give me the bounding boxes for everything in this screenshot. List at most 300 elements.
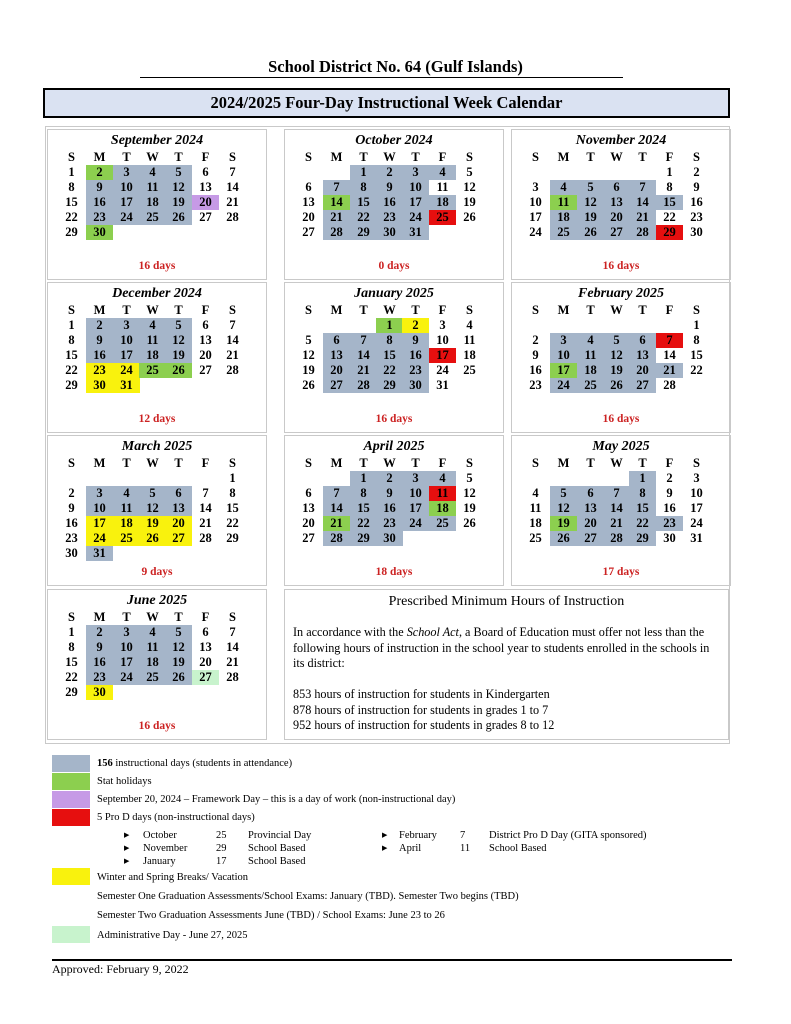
stat-holiday-day: 30 [86, 225, 113, 240]
weekday-header: F [438, 303, 447, 317]
instructional-day: 9 [86, 640, 113, 655]
info-para-suffix: , a Board of Education must offer not less than the following hours of instruction in the school year to students enrolled in the schools in its district: [293, 625, 710, 670]
instructional-day: 11 [577, 348, 604, 363]
calendar-day: 16 [690, 195, 703, 209]
weekday-header: W [146, 303, 159, 317]
calendar-day: 30 [65, 546, 78, 560]
instructional-day: 7 [603, 486, 630, 501]
instructional-day: 17 [402, 195, 429, 210]
calendar-day: 16 [663, 501, 676, 515]
instructional-day: 18 [550, 210, 577, 225]
instructional-day: 6 [629, 333, 656, 348]
instructional-day: 4 [139, 625, 166, 640]
month-calendar [511, 282, 731, 433]
instructional-day: 23 [376, 516, 403, 531]
weekday-header: S [693, 303, 700, 317]
instructional-label: instructional days (students in attendance) [112, 758, 293, 769]
instructional-day: 17 [113, 655, 140, 670]
instructional-day: 28 [603, 531, 630, 546]
weekday-header: S [532, 456, 539, 470]
instructional-day: 19 [165, 655, 192, 670]
calendar-day: 3 [693, 471, 700, 485]
weekday-header: T [359, 456, 368, 470]
legend-admin-day: Administrative Day - June 27, 2025 [97, 930, 248, 941]
stat-holiday-day: 26 [165, 363, 192, 378]
instructional-day: 10 [113, 180, 140, 195]
instructional-day: 10 [113, 333, 140, 348]
instructional-day: 17 [113, 348, 140, 363]
instructional-day: 30 [376, 531, 403, 546]
legend-vacation: Winter and Spring Breaks/ Vacation [97, 872, 249, 883]
calendar-day: 15 [65, 195, 78, 209]
prod-description: School Based [248, 856, 306, 867]
weekday-header: W [146, 150, 159, 164]
instructional-day: 5 [165, 318, 192, 333]
instructional-day: 6 [323, 333, 350, 348]
instructional-day: 9 [86, 333, 113, 348]
weekday-header: W [146, 610, 159, 624]
legend-framework-day: September 20, 2024 – Framework Day – this is a day of work (non-instructional day) [97, 794, 456, 805]
stat-holiday-day: 14 [323, 195, 350, 210]
instructional-day: 5 [550, 486, 577, 501]
weekday-header: S [693, 456, 700, 470]
weekday-header: T [174, 150, 183, 164]
weekday-header: S [68, 150, 75, 164]
calendar-day: 5 [466, 471, 473, 485]
instructional-day: 8 [350, 486, 377, 501]
prod-day: 17 [429, 348, 456, 363]
instructional-day: 12 [165, 333, 192, 348]
instructional-day: 2 [86, 625, 113, 640]
legend-instructional [97, 757, 292, 770]
month-calendar [47, 435, 267, 586]
district-title: School District No. 64 (Gulf Islands) [268, 57, 523, 76]
calendar-day: 26 [463, 210, 476, 224]
vacation-day: 20 [165, 516, 192, 531]
calendar-day: 30 [663, 531, 676, 545]
month-calendar [284, 129, 504, 280]
weekday-header: T [638, 456, 647, 470]
instructional-day: 21 [629, 210, 656, 225]
bullet-icon: ▶ [382, 844, 388, 852]
instructional-day: 16 [376, 195, 403, 210]
instructional-day: 4 [429, 471, 456, 486]
instructional-day: 6 [577, 486, 604, 501]
month-title: October 2024 [355, 133, 433, 148]
calendar-day: 14 [663, 348, 676, 362]
calendar-day: 8 [68, 180, 75, 194]
instructional-day: 23 [86, 210, 113, 225]
instructional-day: 17 [402, 501, 429, 516]
instructional-day: 2 [376, 471, 403, 486]
instructional-day: 29 [629, 531, 656, 546]
calendar-day: 19 [302, 363, 315, 377]
instructional-day: 16 [376, 501, 403, 516]
calendar-day: 31 [690, 531, 703, 545]
weekday-header: F [201, 456, 210, 470]
calendar-day: 9 [693, 180, 700, 194]
vacation-day: 23 [86, 363, 113, 378]
instructional-day: 12 [139, 501, 166, 516]
weekday-header: W [383, 456, 396, 470]
month-calendar [284, 435, 504, 586]
calendar-day: 12 [463, 486, 476, 500]
month-days-total: 16 days [375, 413, 413, 425]
month-title: September 2024 [110, 133, 204, 148]
instructional-day: 22 [376, 363, 403, 378]
month-calendar [47, 129, 267, 280]
admin-day-swatch [52, 926, 90, 943]
instructional-day: 5 [165, 165, 192, 180]
prod-description: District Pro D Day (GITA sponsored) [489, 830, 647, 841]
stat-holiday-day: 1 [376, 318, 403, 333]
month-title: January 2025 [354, 286, 434, 301]
calendar-day: 29 [65, 685, 78, 699]
calendar-day: 5 [466, 165, 473, 179]
calendar-day: 12 [302, 348, 315, 362]
weekday-header: T [122, 456, 131, 470]
instructional-day: 14 [323, 501, 350, 516]
instructional-day: 7 [629, 180, 656, 195]
weekday-header: T [411, 456, 420, 470]
calendar-day: 28 [226, 210, 239, 224]
instructional-day: 8 [350, 180, 377, 195]
instructional-day: 26 [550, 531, 577, 546]
month-title: December 2024 [112, 286, 202, 301]
weekday-header: S [693, 150, 700, 164]
bullet-icon: ▶ [124, 831, 130, 839]
calendar-day: 3 [439, 318, 446, 332]
month-calendar [47, 589, 267, 740]
instructional-day: 26 [165, 670, 192, 685]
instructional-day: 23 [402, 363, 429, 378]
calendar-day: 25 [463, 363, 476, 377]
weekday-header: S [466, 456, 473, 470]
calendar-day: 18 [529, 516, 542, 530]
calendar-day: 11 [436, 180, 449, 194]
vacation-day: 24 [113, 363, 140, 378]
weekday-header: T [359, 150, 368, 164]
instructional-day: 5 [577, 180, 604, 195]
instructional-day: 21 [603, 516, 630, 531]
instructional-day: 24 [113, 670, 140, 685]
calendar-day: 21 [226, 348, 239, 362]
calendar-day: 24 [690, 516, 703, 530]
instructional-day: 18 [139, 655, 166, 670]
month-days-total: 9 days [141, 566, 173, 578]
calendar-day: 9 [68, 501, 75, 515]
weekday-header: S [466, 303, 473, 317]
calendar-day: 8 [229, 486, 236, 500]
weekday-header: S [466, 150, 473, 164]
weekday-header: M [557, 150, 570, 164]
calendar-day: 2 [666, 471, 673, 485]
instructional-day: 15 [629, 501, 656, 516]
instructional-day: 27 [603, 225, 630, 240]
calendar-day: 6 [202, 318, 209, 332]
instructional-day: 15 [350, 501, 377, 516]
instructional-day: 9 [86, 180, 113, 195]
calendar-day: 19 [463, 195, 476, 209]
calendar-day: 2 [532, 333, 539, 347]
prod-description: School Based [489, 843, 547, 854]
instructional-day: 9 [376, 180, 403, 195]
instructional-day: 9 [402, 333, 429, 348]
instructional-day: 29 [350, 225, 377, 240]
calendar-day: 9 [666, 486, 673, 500]
calendar-day: 27 [302, 225, 315, 239]
instructional-day: 22 [629, 516, 656, 531]
month-days-total: 16 days [138, 720, 176, 732]
calendar-day: 6 [305, 486, 312, 500]
calendar-day: 7 [229, 165, 236, 179]
prod-month: October [143, 830, 177, 841]
calendar-day: 7 [229, 318, 236, 332]
instructional-day: 28 [323, 531, 350, 546]
info-para-prefix: In accordance with the [293, 625, 407, 639]
instructional-day: 21 [350, 363, 377, 378]
weekday-header: S [532, 150, 539, 164]
instructional-day: 3 [113, 318, 140, 333]
instructional-day: 16 [86, 348, 113, 363]
weekday-header: F [438, 150, 447, 164]
weekday-header: T [359, 303, 368, 317]
instructional-day: 29 [376, 378, 403, 393]
calendar-day: 4 [532, 486, 539, 500]
calendar-day: 29 [65, 378, 78, 392]
stat-holiday-day: 17 [550, 363, 577, 378]
prod-date: 17 [216, 856, 227, 867]
weekday-header: M [557, 303, 570, 317]
instructional-day: 28 [350, 378, 377, 393]
calendar-day: 10 [529, 195, 542, 209]
calendar-day: 8 [68, 640, 75, 654]
month-calendar [511, 129, 731, 280]
stat-holiday-day: 11 [550, 195, 577, 210]
calendar-day: 5 [305, 333, 312, 347]
calendar-day: 15 [226, 501, 239, 515]
calendar-day: 13 [199, 333, 212, 347]
instructional-day: 10 [402, 486, 429, 501]
instructional-day: 29 [350, 531, 377, 546]
weekday-header: F [438, 456, 447, 470]
calendar-day: 19 [463, 501, 476, 515]
prod-description: School Based [248, 843, 306, 854]
calendar-day: 16 [529, 363, 542, 377]
calendar-day: 29 [65, 225, 78, 239]
calendar-day: 17 [690, 501, 703, 515]
vacation-day: 26 [139, 531, 166, 546]
legend-stat-holidays: Stat holidays [97, 776, 152, 787]
vacation-day: 18 [113, 516, 140, 531]
instructional-day: 2 [86, 318, 113, 333]
weekday-header: S [68, 303, 75, 317]
stat-holiday-swatch [52, 773, 90, 790]
instructional-day: 4 [139, 165, 166, 180]
weekday-header: S [305, 456, 312, 470]
instructional-day: 27 [323, 378, 350, 393]
instructional-day: 18 [139, 195, 166, 210]
calendar-day: 28 [199, 531, 212, 545]
instructional-day: 20 [603, 210, 630, 225]
instruction-hours-box [284, 589, 729, 740]
vacation-day: 31 [113, 378, 140, 393]
calendar-day: 23 [529, 378, 542, 392]
month-days-total: 12 days [138, 413, 176, 425]
bullet-icon: ▶ [382, 831, 388, 839]
calendar-day: 16 [65, 516, 78, 530]
instructional-day: 25 [139, 670, 166, 685]
stat-holiday-day: 18 [429, 501, 456, 516]
month-title: February 2025 [578, 286, 664, 301]
legend-semester-one: Semester One Graduation Assessments/School Exams: January (TBD). Semester Two begins (TBD) [97, 891, 519, 902]
weekday-header: W [146, 456, 159, 470]
instructional-day: 25 [550, 225, 577, 240]
info-title: Prescribed Minimum Hours of Instruction [388, 594, 625, 609]
hours-list [293, 687, 721, 734]
instructional-day: 10 [550, 348, 577, 363]
calendar-day: 22 [65, 670, 78, 684]
calendar-day: 13 [199, 640, 212, 654]
calendar-day: 12 [463, 180, 476, 194]
instructional-day: 20 [577, 516, 604, 531]
info-paragraph [293, 625, 721, 672]
vacation-day: 27 [165, 531, 192, 546]
instructional-day: 27 [629, 378, 656, 393]
calendar-day: 31 [436, 378, 449, 392]
stat-holiday-day: 25 [139, 363, 166, 378]
calendar-day: 20 [199, 655, 212, 669]
prod-day: 11 [429, 486, 456, 501]
instructional-day: 1 [350, 471, 377, 486]
weekday-header: M [93, 610, 106, 624]
instructional-day: 26 [603, 378, 630, 393]
weekday-header: F [665, 150, 674, 164]
hours-grades-8-12: 952 hours of instruction for students in grades 8 to 12 [293, 718, 555, 732]
bullet-icon: ▶ [124, 844, 130, 852]
calendar-day: 15 [65, 655, 78, 669]
calendar-day: 11 [463, 333, 476, 347]
calendar-day: 15 [690, 348, 703, 362]
weekday-header: F [665, 303, 674, 317]
instructional-day: 26 [577, 225, 604, 240]
calendar-day: 6 [202, 165, 209, 179]
instructional-day: 8 [376, 333, 403, 348]
instructional-day: 24 [113, 210, 140, 225]
weekday-header: S [532, 303, 539, 317]
instructional-day: 19 [603, 363, 630, 378]
framework-day: 20 [192, 195, 219, 210]
bullet-icon: ▶ [124, 857, 130, 865]
instructional-day: 1 [629, 471, 656, 486]
calendar-day: 20 [199, 348, 212, 362]
instructional-day: 11 [113, 501, 140, 516]
instructional-day: 28 [323, 225, 350, 240]
instructional-day: 14 [350, 348, 377, 363]
instructional-day: 24 [550, 378, 577, 393]
instructional-day: 11 [139, 640, 166, 655]
instructional-day: 17 [113, 195, 140, 210]
approved-date: Approved: February 9, 2022 [52, 962, 189, 976]
vacation-swatch [52, 868, 90, 885]
calendar-day: 22 [226, 516, 239, 530]
school-act-name: School Act [406, 625, 459, 639]
calendar-day: 2 [693, 165, 700, 179]
calendar-day: 28 [663, 378, 676, 392]
instructional-day: 14 [603, 501, 630, 516]
calendar-day: 3 [532, 180, 539, 194]
instructional-day: 30 [402, 378, 429, 393]
instructional-day: 16 [402, 348, 429, 363]
instructional-day: 13 [603, 195, 630, 210]
prod-month: November [143, 843, 188, 854]
prod-description: Provincial Day [248, 830, 312, 841]
instructional-day: 19 [165, 195, 192, 210]
instructional-day: 21 [323, 210, 350, 225]
instructional-day: 3 [113, 165, 140, 180]
instructional-day: 14 [629, 195, 656, 210]
calendar-day: 21 [199, 516, 212, 530]
month-days-total: 18 days [375, 566, 413, 578]
month-days-total: 16 days [602, 260, 640, 272]
instructional-day: 7 [323, 486, 350, 501]
weekday-header: M [557, 456, 570, 470]
weekday-header: T [122, 303, 131, 317]
instructional-day: 3 [113, 625, 140, 640]
calendar-day: 6 [305, 180, 312, 194]
calendar-day: 1 [229, 471, 236, 485]
instructional-day: 12 [550, 501, 577, 516]
instructional-day: 18 [577, 363, 604, 378]
calendar-day: 10 [690, 486, 703, 500]
instructional-day: 18 [139, 348, 166, 363]
calendar-day: 13 [302, 501, 315, 515]
hours-grades-1-7: 878 hours of instruction for students in grades 1 to 7 [293, 702, 549, 717]
weekday-header: T [411, 150, 420, 164]
instructional-day: 16 [86, 655, 113, 670]
instructional-day: 31 [402, 225, 429, 240]
instructional-day: 23 [656, 516, 683, 531]
calendar-day: 27 [199, 210, 212, 224]
month-calendar [511, 435, 731, 586]
weekday-header: S [229, 456, 236, 470]
calendar-day: 30 [690, 225, 703, 239]
weekday-header: M [93, 456, 106, 470]
instructional-day: 21 [656, 363, 683, 378]
instructional-day: 3 [86, 486, 113, 501]
framework-day-swatch [52, 791, 90, 808]
prod-month: February [399, 830, 437, 841]
stat-holiday-day: 21 [323, 516, 350, 531]
calendar-day: 24 [436, 363, 449, 377]
instructional-day: 16 [86, 195, 113, 210]
month-days-total: 16 days [138, 260, 176, 272]
instructional-day: 8 [629, 486, 656, 501]
month-calendar [47, 282, 267, 433]
prod-day: 7 [656, 333, 683, 348]
weekday-header: S [229, 303, 236, 317]
calendar-day: 1 [68, 165, 75, 179]
instructional-day: 12 [165, 640, 192, 655]
calendar-day: 4 [466, 318, 473, 332]
calendar-day: 25 [529, 531, 542, 545]
weekday-header: M [330, 303, 343, 317]
vacation-day: 30 [86, 378, 113, 393]
calendar-day: 13 [302, 195, 315, 209]
weekday-header: T [638, 303, 647, 317]
calendar-day: 18 [463, 348, 476, 362]
instructional-day: 25 [577, 378, 604, 393]
